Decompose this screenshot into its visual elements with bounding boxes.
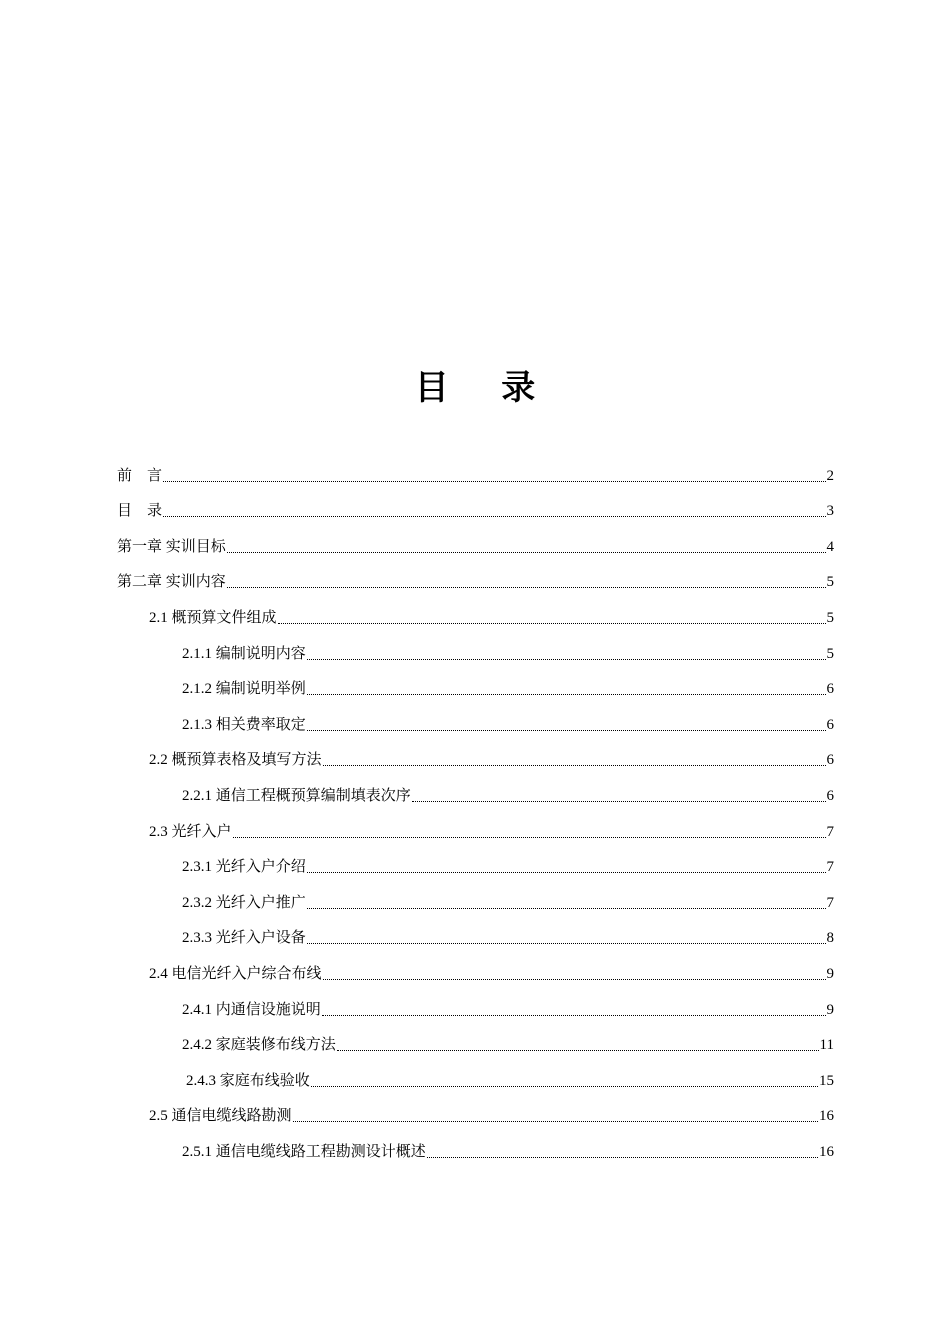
toc-page-number: 6	[826, 788, 834, 804]
toc-leader-dots	[278, 622, 826, 624]
toc-entry-label: 目 录	[117, 503, 163, 519]
toc-entry-label: 第一章 实训目标	[117, 539, 226, 555]
toc-page-number: 2	[826, 468, 834, 484]
toc-entry-chapter-1[interactable]	[117, 535, 834, 557]
toc-entry-contents[interactable]	[117, 499, 834, 521]
toc-page-number: 7	[826, 859, 834, 875]
toc-leader-dots	[233, 836, 826, 838]
toc-page-number: 9	[826, 966, 834, 982]
toc-entry-2-1[interactable]	[149, 606, 834, 628]
toc-entry-label: 第二章 实训内容	[117, 574, 226, 590]
toc-page-number: 3	[826, 503, 834, 519]
toc-leader-dots	[307, 942, 826, 944]
toc-entry-2-3-2[interactable]	[182, 891, 834, 913]
toc-leader-dots	[323, 764, 826, 766]
toc-entry-label: 2.3 光纤入户	[149, 824, 232, 840]
toc-entry-label: 2.5.1 通信电缆线路工程勘测设计概述	[182, 1144, 426, 1160]
page-title: 目 录	[414, 370, 558, 407]
toc-leader-dots	[163, 515, 825, 517]
toc-page-number: 8	[826, 930, 834, 946]
toc-entry-2-5-1[interactable]	[182, 1140, 834, 1162]
toc-page-number: 6	[826, 717, 834, 733]
toc-leader-dots	[311, 1085, 818, 1087]
toc-entry-label: 2.3.2 光纤入户推广	[182, 895, 306, 911]
toc-entry-2-2-1[interactable]	[182, 784, 834, 806]
toc-entry-2-1-3[interactable]	[182, 713, 834, 735]
toc-entry-2-3-1[interactable]	[182, 855, 834, 877]
toc-page-number: 11	[819, 1037, 834, 1053]
toc-entry-label: 2.4.2 家庭装修布线方法	[182, 1037, 336, 1053]
toc-leader-dots	[307, 907, 826, 909]
toc-leader-dots	[427, 1156, 818, 1158]
toc-leader-dots	[307, 729, 826, 731]
toc-page-number: 5	[826, 574, 834, 590]
toc-entry-2-1-1[interactable]	[182, 642, 834, 664]
toc-page-number: 5	[826, 610, 834, 626]
toc-entry-label: 2.4 电信光纤入户综合布线	[149, 966, 322, 982]
toc-entry-2-5[interactable]	[149, 1104, 834, 1126]
toc-entry-label: 2.1.3 相关费率取定	[182, 717, 306, 733]
toc-entry-label: 2.1.1 编制说明内容	[182, 646, 306, 662]
toc-page-number: 9	[826, 1002, 834, 1018]
toc-entry-label: 2.3.1 光纤入户介绍	[182, 859, 306, 875]
toc-leader-dots	[323, 978, 826, 980]
toc-entry-label: 2.1 概预算文件组成	[149, 610, 277, 626]
toc-entry-2-4-3[interactable]	[186, 1069, 834, 1091]
toc-page-number: 4	[826, 539, 834, 555]
toc-entry-2-3[interactable]	[149, 820, 834, 842]
toc-leader-dots	[293, 1120, 818, 1122]
toc-entry-2-4[interactable]	[149, 962, 834, 984]
toc-page-number: 16	[819, 1108, 834, 1124]
toc-leader-dots	[412, 800, 826, 802]
toc-entry-preface[interactable]	[117, 464, 834, 486]
toc-entry-2-1-2[interactable]	[182, 677, 834, 699]
toc-page-number: 6	[826, 681, 834, 697]
toc-entry-label: 2.2 概预算表格及填写方法	[149, 752, 322, 768]
toc-leader-dots	[227, 551, 826, 553]
toc-page-number: 5	[826, 646, 834, 662]
toc-entry-label: 前 言	[117, 468, 163, 484]
toc-entry-2-4-1[interactable]	[182, 998, 834, 1020]
toc-entry-2-2[interactable]	[149, 748, 834, 770]
toc-entry-label: 2.2.1 通信工程概预算编制填表次序	[182, 788, 411, 804]
toc-page-number: 7	[826, 824, 834, 840]
toc-entry-label: 2.4.1 内通信设施说明	[182, 1002, 321, 1018]
toc-leader-dots	[163, 480, 825, 482]
toc-page-number: 7	[826, 895, 834, 911]
toc-leader-dots	[337, 1049, 819, 1051]
toc-entry-label: 2.5 通信电缆线路勘测	[149, 1108, 292, 1124]
toc-entry-2-3-3[interactable]	[182, 926, 834, 948]
toc-leader-dots	[322, 1014, 826, 1016]
toc-page-number: 16	[819, 1144, 834, 1160]
toc-entry-label: 2.4.3 家庭布线验收	[186, 1073, 310, 1089]
toc-leader-dots	[307, 871, 826, 873]
toc-entry-label: 2.3.3 光纤入户设备	[182, 930, 306, 946]
toc-entry-2-4-2[interactable]	[182, 1033, 834, 1055]
toc-page-number: 6	[826, 752, 834, 768]
toc-leader-dots	[307, 693, 826, 695]
toc-page-number: 15	[819, 1073, 834, 1089]
toc-entry-chapter-2[interactable]	[117, 570, 834, 592]
toc-leader-dots	[307, 658, 826, 660]
toc-leader-dots	[227, 586, 826, 588]
toc-entry-label: 2.1.2 编制说明举例	[182, 681, 306, 697]
